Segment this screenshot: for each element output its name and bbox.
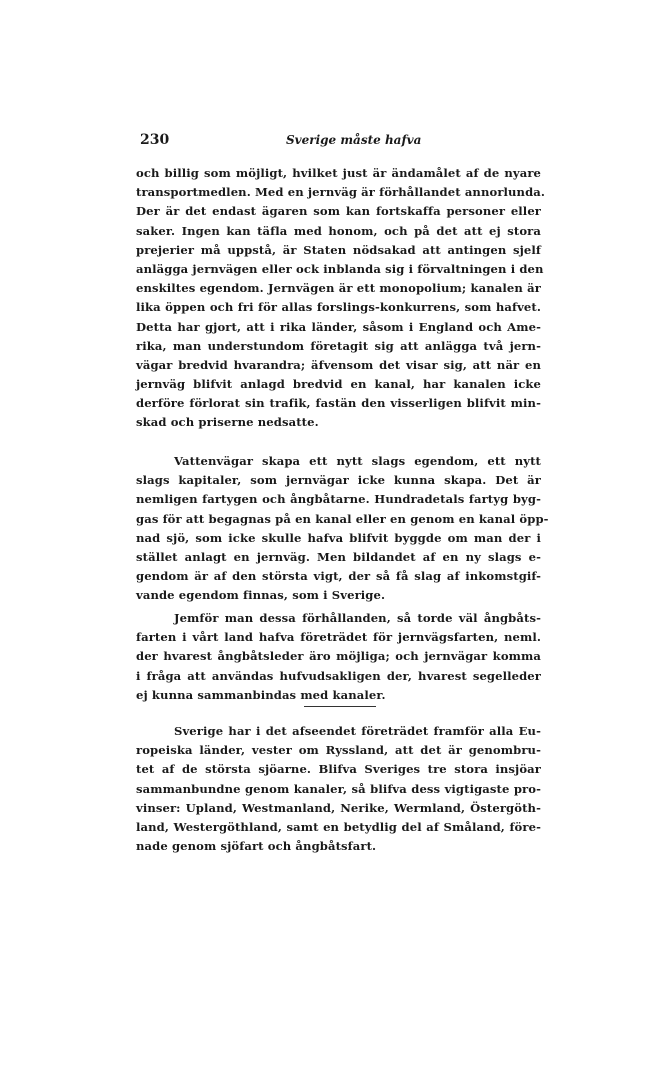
text-line: tet af de största sjöarne. Blifva Sveriges tre stora insjöar — [136, 762, 541, 777]
text-line: ej kunna sammanbindas med kanaler. — [136, 687, 386, 702]
text-line: och billig som möjligt, hvilket just är ändamålet af de nyare — [136, 166, 541, 180]
text-line: vägar bredvid hvarandra; äfvensom det visar sig, att när en — [136, 357, 541, 372]
text-line: ropeiska länder, vester om Ryssland, att det är genombru- — [136, 743, 541, 758]
text-line: vande egendom finnas, som i Sverige. — [136, 588, 386, 603]
text-line: anlägga jernvägen eller ock inblanda sig i förvaltningen i den — [136, 261, 544, 276]
running-title: Sverige måste hafva — [286, 133, 422, 147]
text-line: gendom är af den största vigt, der så få slag af inkomstgif- — [136, 569, 541, 584]
paragraph-4 — [136, 722, 541, 856]
text-line: Der är det endast ägaren som kan fortskaffa personer eller — [136, 204, 541, 219]
text-line: prejerier må uppstå, är Staten nödsakad att antingen sjelf — [136, 242, 541, 257]
text-line: Sverige har i det afseendet företrädet framför alla Eu- — [174, 724, 541, 738]
text-line: saker. Ingen kan täfla med honom, och på det att ej stora — [136, 223, 541, 238]
text-line: nade genom sjöfart och ångbåtsfart. — [136, 839, 377, 854]
running-head — [140, 132, 540, 152]
paragraph-2 — [136, 452, 549, 606]
paragraph-3 — [136, 609, 541, 705]
text-line: Detta har gjort, att i rika länder, såsom i England och Ame- — [136, 319, 541, 334]
text-line: Vattenvägar skapa ett nytt slags egendom, ett nytt — [174, 454, 541, 468]
text-line: jernväg blifvit anlagd bredvid en kanal, har kanalen icke — [136, 377, 541, 392]
text-line: stället anlagt en jernväg. Men bildandet af en ny slags e- — [136, 549, 541, 564]
section-divider — [304, 706, 376, 707]
text-line: enskiltes egendom. Jernvägen är ett monopolium; kanalen är — [136, 281, 541, 296]
text-line: transportmedlen. Med en jernväg är förhållandet annorlunda. — [136, 185, 546, 200]
text-line: nemligen fartygen och ångbåtarne. Hundradetals fartyg byg- — [136, 492, 541, 507]
text-line: slags kapitaler, som jernvägar icke kunna skapa. Det är — [136, 473, 541, 488]
text-line: derföre förlorat sin trafik, fastän den visserligen blifvit min- — [136, 396, 541, 411]
text-line: gas för att begagnas på en kanal eller en genom en kanal öpp- — [136, 511, 549, 526]
text-line: sammanbundne genom kanaler, så blifva dess vigtigaste pro- — [136, 781, 541, 796]
text-line: Jemför man dessa förhållanden, så torde väl ångbåts- — [174, 611, 541, 625]
text-line: i fråga att användas hufvudsakligen der, hvarest segelleder — [136, 668, 541, 683]
text-line: vinser: Upland, Westmanland, Nerike, Wermland, Östergöth- — [136, 800, 541, 815]
text-line: nad sjö, som icke skulle hafva blifvit byggde om man der i — [136, 530, 541, 545]
page-number: 230 — [140, 132, 170, 148]
paragraph-1 — [136, 164, 546, 433]
text-line: lika öppen och fri för allas forslings-konkurrens, som hafvet. — [136, 300, 541, 315]
text-line: land, Westergöthland, samt en betydlig del af Småland, före- — [136, 819, 541, 834]
text-line: der hvarest ångbåtsleder äro möjliga; och jernvägar komma — [136, 649, 541, 664]
text-line: rika, man understundom företagit sig att anlägga två jern- — [136, 338, 541, 353]
text-line: farten i vårt land hafva företrädet för jernvägsfarten, neml. — [136, 630, 541, 645]
text-line: skad och priserne nedsatte. — [136, 415, 319, 430]
